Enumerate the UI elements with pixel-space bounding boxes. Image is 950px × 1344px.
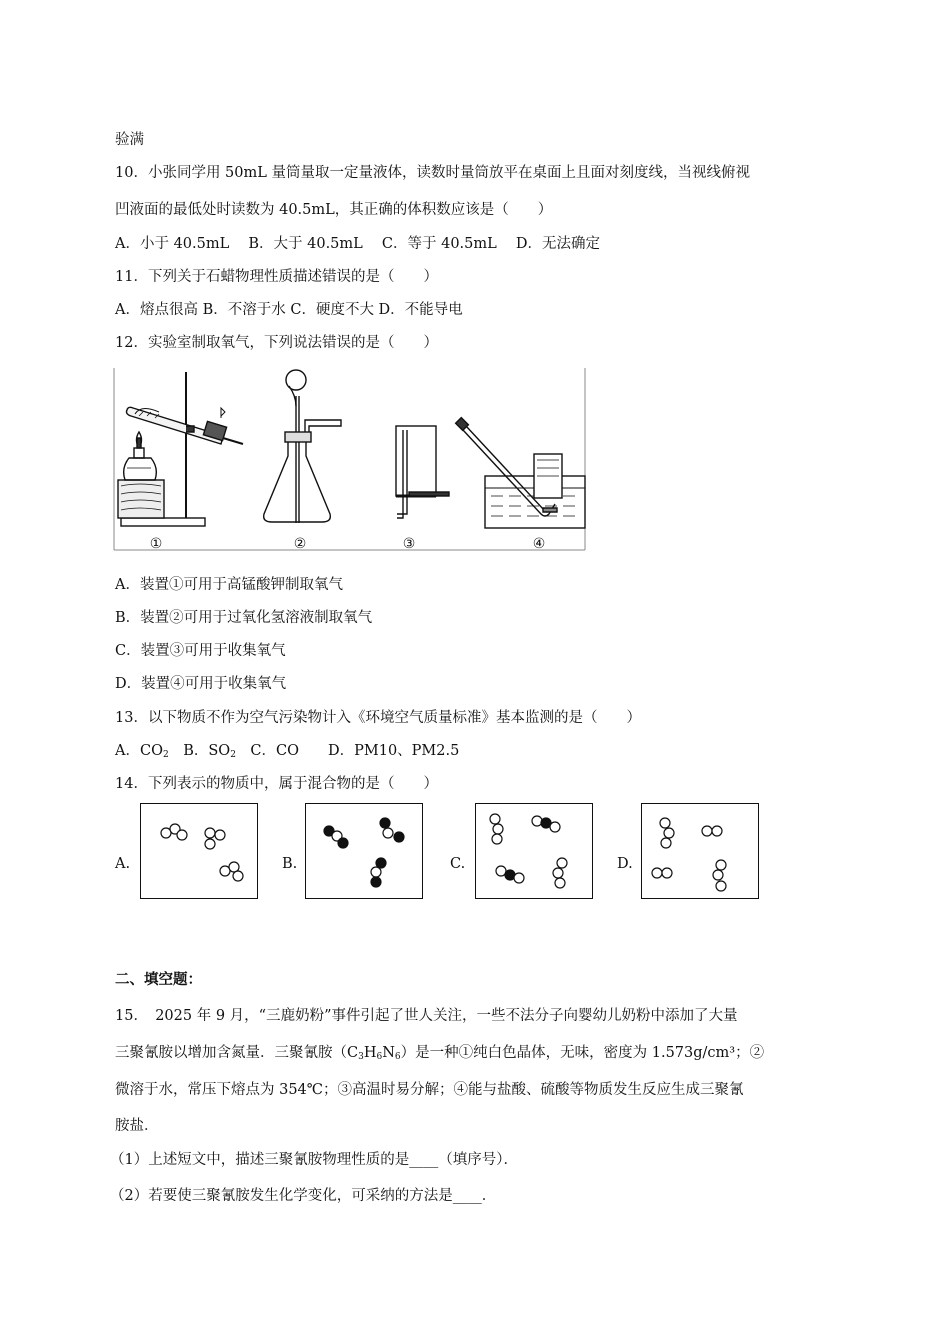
q14-box-d bbox=[641, 803, 759, 899]
oxygen-apparatus-figure bbox=[113, 368, 588, 556]
q15-line4: 胺盐． bbox=[115, 1118, 159, 1134]
q12-option-b: B．装置②可用于过氧化氢溶液制取氧气 bbox=[115, 610, 373, 626]
apparatus-3-gas-bottle bbox=[396, 426, 449, 518]
q12-stem: 12．实验室制取氧气，下列说法错误的是（ ） bbox=[115, 335, 438, 351]
apparatus-label-1: ① bbox=[149, 536, 163, 552]
q15-line3: 微溶于水，常压下熔点为 354℃；③高温时易分解；④能与盐酸、硫酸等物质发生反应生成三聚氰 bbox=[115, 1082, 744, 1098]
apparatus-4-water-trough bbox=[456, 418, 585, 528]
q10-stem-line1: 10．小张同学用 50mL 量筒量取一定量液体，读数时量筒放平在桌面上且面对刻度线，当视线俯视 bbox=[115, 165, 750, 181]
q15-line1: 15． 2025 年 9 月，“三鹿奶粉”事件引起了世人关注，一些不法分子向婴幼儿奶粉中添加了大量 bbox=[115, 1008, 738, 1024]
q15-subquestion-1: （1）上述短文中，描述三聚氰胺物理性质的是____（填序号）． bbox=[110, 1152, 518, 1168]
q14-stem: 14．下列表示的物质中，属于混合物的是（ ） bbox=[115, 776, 438, 792]
apparatus-label-4: ④ bbox=[532, 536, 546, 552]
apparatus-label-2: ② bbox=[293, 536, 307, 552]
q11-options: A．熔点很高 B．不溶于水 C．硬度不大 D．不能导电 bbox=[115, 302, 463, 318]
q12-option-c: C．装置③可用于收集氧气 bbox=[115, 643, 286, 659]
apparatus-label-3: ③ bbox=[402, 536, 416, 552]
section-2-title: 二、填空题： bbox=[115, 972, 202, 988]
q10-stem-line2: 凹液面的最低处时读数为 40.5mL，其正确的体积数应该是（ ） bbox=[115, 202, 553, 218]
q14-label-a: A. bbox=[115, 856, 131, 872]
q13-stem: 13．以下物质不作为空气污染物计入《环境空气质量标准》基本监测的是（ ） bbox=[115, 710, 641, 726]
q12-option-a: A．装置①可用于高锰酸钾制取氧气 bbox=[115, 577, 343, 593]
previous-question-tail: 验满 bbox=[115, 132, 144, 148]
q14-box-c bbox=[475, 803, 593, 899]
q14-label-d: D. bbox=[617, 856, 633, 872]
q15-subquestion-2: （2）若要使三聚氰胺发生化学变化，可采纳的方法是____． bbox=[110, 1188, 497, 1204]
q14-box-b bbox=[305, 803, 423, 899]
q10-options: A．小于 40.5mL B．大于 40.5mL C．等于 40.5mL D．无法确定 bbox=[115, 236, 600, 252]
apparatus-2-conical-flask bbox=[264, 370, 341, 523]
q14-label-c: C. bbox=[450, 856, 466, 872]
q14-label-b: B. bbox=[282, 856, 298, 872]
q15-line2: 三聚氰胺以增加含氮量．三聚氰胺$(C_3H_6N_6)$是一种①纯白色晶体，无味，密度为 1.573g/cm³；② bbox=[115, 1045, 765, 1062]
q14-box-a bbox=[140, 803, 258, 899]
q11-stem: 11．下列关于石蜡物理性质描述错误的是（ ） bbox=[115, 269, 438, 285]
q13-options: A．$CO_2$ B．$SO_2$ C．CO D．PM10、PM2.5 bbox=[115, 743, 460, 760]
apparatus-1-heating bbox=[118, 372, 243, 526]
q12-option-d: D．装置④可用于收集氧气 bbox=[115, 676, 287, 692]
